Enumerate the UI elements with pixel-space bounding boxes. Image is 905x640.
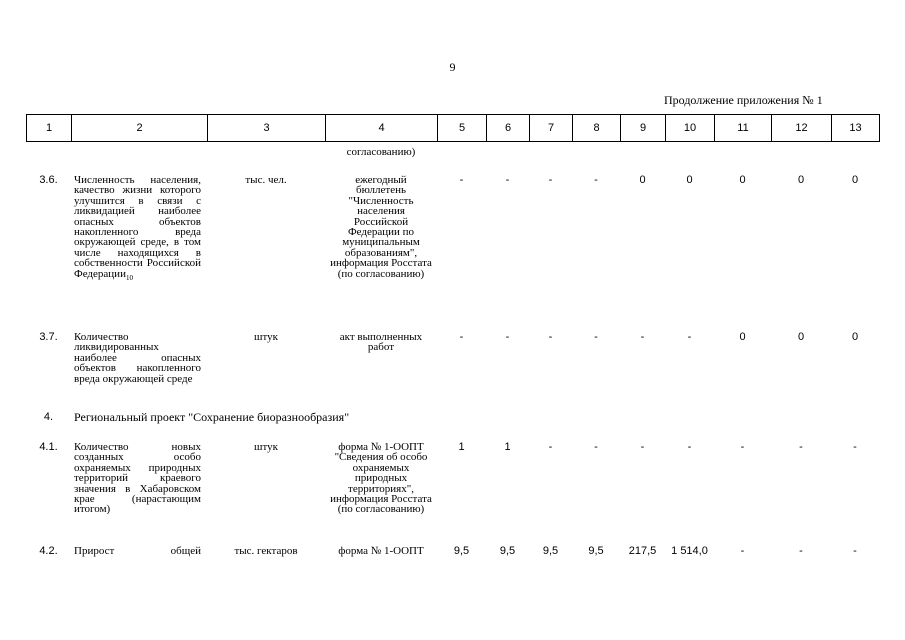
value-cell: - [505, 174, 510, 186]
value-cell: 1 [458, 441, 465, 453]
value-cell: - [548, 331, 553, 343]
value-cell: - [687, 441, 692, 453]
value-cell: 1 [504, 441, 511, 453]
footnote-marker: 10 [125, 273, 133, 282]
value-cell: 0 [851, 174, 859, 186]
section-title: Региональный проект "Сохранение биоразнообразия" [74, 410, 350, 424]
column-header: 12 [772, 115, 832, 142]
data-source: акт выполненных работ [339, 331, 423, 354]
value-cell: - [548, 174, 553, 186]
indicator-name: Количество новых созданных особо охраняемых природных территорий краевого значения в Хабаровском крае (нарастающим итогом) [74, 441, 201, 516]
value-cell: 9,5 [499, 545, 516, 557]
value-cell: - [853, 545, 857, 557]
value-cell: - [740, 545, 745, 557]
column-header: 2 [72, 115, 208, 142]
value-cell: 0 [797, 331, 805, 343]
row-number: 3.6. [39, 174, 58, 186]
row-number: 4.1. [39, 441, 58, 453]
row-number: 4. [43, 411, 54, 423]
value-cell: - [548, 441, 553, 453]
value-cell: - [594, 331, 598, 343]
column-header: 10 [666, 115, 715, 142]
value-cell: 0 [686, 174, 693, 186]
indicator-name: Прирост общей [74, 545, 201, 557]
unit: штук [254, 331, 278, 343]
value-cell: - [740, 441, 745, 453]
value-cell: - [799, 545, 803, 557]
carryover-source: согласованию) [346, 146, 416, 158]
value-cell: - [640, 331, 645, 343]
column-header: 13 [832, 115, 880, 142]
value-cell: 217,5 [628, 545, 657, 557]
unit: штук [254, 441, 278, 453]
column-header: 5 [438, 115, 487, 142]
value-cell: - [594, 441, 598, 453]
column-header: 6 [487, 115, 530, 142]
value-cell: 0 [739, 174, 746, 186]
value-cell: - [594, 174, 598, 186]
value-cell: 1 514,0 [671, 545, 708, 557]
column-header: 9 [621, 115, 666, 142]
value-cell: 0 [851, 331, 859, 343]
column-header-table [26, 114, 880, 142]
column-header: 1 [27, 115, 72, 142]
column-header: 7 [530, 115, 573, 142]
continuation-note: Продолжение приложения № 1 [664, 93, 823, 107]
value-cell: - [799, 441, 803, 453]
value-cell: 9,5 [588, 545, 604, 557]
column-header: 4 [326, 115, 438, 142]
value-cell: 0 [639, 174, 646, 186]
column-header: 3 [208, 115, 326, 142]
value-cell: - [640, 441, 645, 453]
value-cell: - [459, 174, 464, 186]
value-cell: - [853, 441, 857, 453]
column-header: 11 [715, 115, 772, 142]
data-source: ежегодный бюллетень "Численность населения Российской Федерации по муниципальным образованиям", информация Росстата (по согласованию) [330, 174, 432, 280]
value-cell: - [505, 331, 510, 343]
data-source: форма № 1-ООПТ [338, 545, 424, 557]
indicator-name: Численность населения, качество жизни которого улучшится в связи с ликвидацией наиболее опасных объектов накопленного вреда окружающей среде, в том числе находящихся в собственности Российской Федерации$_{10}$ [74, 174, 201, 282]
value-cell: - [459, 331, 464, 343]
page-number: 9 [449, 60, 456, 74]
value-cell: 9,5 [542, 545, 559, 557]
value-cell: 0 [797, 174, 805, 186]
indicator-name: Количество ликвидированных наиболее опасных объектов накопленного вреда окружающей среде [74, 331, 201, 385]
row-number: 3.7. [39, 331, 58, 343]
unit: тыс. гектаров [234, 545, 298, 557]
data-source: форма № 1-ООПТ "Сведения об особо охраняемых природных территориях", информация Росстата (по согласованию) [330, 441, 432, 516]
value-cell: 0 [739, 331, 746, 343]
column-header: 8 [573, 115, 621, 142]
row-number: 4.2. [39, 545, 58, 557]
unit: тыс. чел. [245, 174, 287, 186]
value-cell: 9,5 [453, 545, 470, 557]
value-cell: - [687, 331, 692, 343]
